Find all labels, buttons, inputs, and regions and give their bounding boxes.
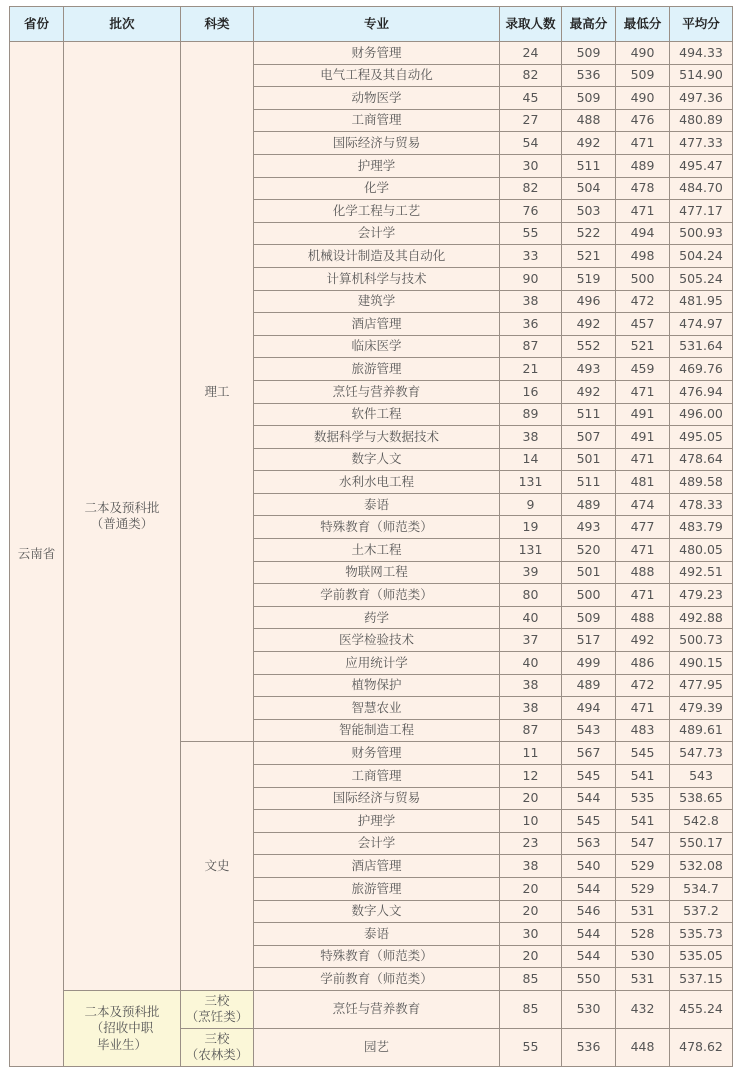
avg-score-cell: 478.33 xyxy=(670,493,733,516)
max-score-cell: 494 xyxy=(562,697,616,720)
avg-score-cell: 514.90 xyxy=(670,64,733,87)
max-score-cell: 503 xyxy=(562,200,616,223)
max-score-cell: 550 xyxy=(562,968,616,991)
min-score-cell: 488 xyxy=(616,561,670,584)
count-cell: 21 xyxy=(500,358,562,381)
avg-score-cell: 483.79 xyxy=(670,516,733,539)
count-cell: 38 xyxy=(500,855,562,878)
min-score-cell: 471 xyxy=(616,132,670,155)
major-cell: 动物医学 xyxy=(254,87,500,110)
max-score-cell: 504 xyxy=(562,177,616,200)
max-score-cell: 536 xyxy=(562,1028,616,1066)
max-score-cell: 511 xyxy=(562,154,616,177)
major-cell: 医学检验技术 xyxy=(254,629,500,652)
avg-score-cell: 537.15 xyxy=(670,968,733,991)
avg-score-cell: 500.73 xyxy=(670,629,733,652)
max-score-cell: 563 xyxy=(562,832,616,855)
avg-score-cell: 489.61 xyxy=(670,719,733,742)
header-max: 最高分 xyxy=(562,7,616,42)
avg-score-cell: 496.00 xyxy=(670,403,733,426)
min-score-cell: 457 xyxy=(616,313,670,336)
major-cell: 特殊教育（师范类） xyxy=(254,945,500,968)
max-score-cell: 522 xyxy=(562,222,616,245)
max-score-cell: 493 xyxy=(562,358,616,381)
major-cell: 酒店管理 xyxy=(254,313,500,336)
min-score-cell: 492 xyxy=(616,629,670,652)
count-cell: 16 xyxy=(500,380,562,403)
batch-cell-general: 二本及预科批 （普通类） xyxy=(64,42,181,991)
min-score-cell: 472 xyxy=(616,674,670,697)
count-cell: 55 xyxy=(500,1028,562,1066)
min-score-cell: 476 xyxy=(616,109,670,132)
min-score-cell: 529 xyxy=(616,877,670,900)
major-cell: 旅游管理 xyxy=(254,358,500,381)
count-cell: 37 xyxy=(500,629,562,652)
min-score-cell: 509 xyxy=(616,64,670,87)
max-score-cell: 501 xyxy=(562,448,616,471)
major-cell: 泰语 xyxy=(254,493,500,516)
avg-score-cell: 543 xyxy=(670,765,733,788)
min-score-cell: 498 xyxy=(616,245,670,268)
major-cell: 会计学 xyxy=(254,832,500,855)
min-score-cell: 491 xyxy=(616,426,670,449)
count-cell: 38 xyxy=(500,426,562,449)
major-cell: 建筑学 xyxy=(254,290,500,313)
count-cell: 20 xyxy=(500,877,562,900)
max-score-cell: 520 xyxy=(562,539,616,562)
count-cell: 45 xyxy=(500,87,562,110)
avg-score-cell: 477.33 xyxy=(670,132,733,155)
avg-score-cell: 484.70 xyxy=(670,177,733,200)
batch-cell-vocational: 二本及预科批 （招收中职 毕业生） xyxy=(64,990,181,1066)
major-cell: 临床医学 xyxy=(254,335,500,358)
count-cell: 131 xyxy=(500,539,562,562)
count-cell: 20 xyxy=(500,945,562,968)
major-cell: 智慧农业 xyxy=(254,697,500,720)
count-cell: 36 xyxy=(500,313,562,336)
count-cell: 82 xyxy=(500,177,562,200)
category-cell-vocational: 三校 （农林类） xyxy=(181,1028,254,1066)
avg-score-cell: 474.97 xyxy=(670,313,733,336)
count-cell: 24 xyxy=(500,42,562,65)
avg-score-cell: 542.8 xyxy=(670,810,733,833)
major-cell: 应用统计学 xyxy=(254,652,500,675)
min-score-cell: 478 xyxy=(616,177,670,200)
count-cell: 90 xyxy=(500,267,562,290)
max-score-cell: 552 xyxy=(562,335,616,358)
header-province: 省份 xyxy=(10,7,64,42)
avg-score-cell: 547.73 xyxy=(670,742,733,765)
min-score-cell: 477 xyxy=(616,516,670,539)
min-score-cell: 472 xyxy=(616,290,670,313)
avg-score-cell: 494.33 xyxy=(670,42,733,65)
max-score-cell: 530 xyxy=(562,990,616,1028)
max-score-cell: 493 xyxy=(562,516,616,539)
admission-score-table xyxy=(9,6,733,1067)
count-cell: 54 xyxy=(500,132,562,155)
major-cell: 学前教育（师范类） xyxy=(254,584,500,607)
major-cell: 财务管理 xyxy=(254,742,500,765)
avg-score-cell: 490.15 xyxy=(670,652,733,675)
max-score-cell: 489 xyxy=(562,493,616,516)
min-score-cell: 488 xyxy=(616,606,670,629)
min-score-cell: 547 xyxy=(616,832,670,855)
major-cell: 泰语 xyxy=(254,923,500,946)
max-score-cell: 536 xyxy=(562,64,616,87)
min-score-cell: 471 xyxy=(616,200,670,223)
max-score-cell: 521 xyxy=(562,245,616,268)
major-cell: 工商管理 xyxy=(254,765,500,788)
min-score-cell: 545 xyxy=(616,742,670,765)
avg-score-cell: 500.93 xyxy=(670,222,733,245)
major-cell: 国际经济与贸易 xyxy=(254,132,500,155)
count-cell: 38 xyxy=(500,290,562,313)
count-cell: 55 xyxy=(500,222,562,245)
major-cell: 护理学 xyxy=(254,154,500,177)
major-cell: 数字人文 xyxy=(254,900,500,923)
max-score-cell: 492 xyxy=(562,380,616,403)
avg-score-cell: 535.05 xyxy=(670,945,733,968)
avg-score-cell: 538.65 xyxy=(670,787,733,810)
major-cell: 会计学 xyxy=(254,222,500,245)
count-cell: 80 xyxy=(500,584,562,607)
header-major: 专业 xyxy=(254,7,500,42)
major-cell: 计算机科学与技术 xyxy=(254,267,500,290)
count-cell: 38 xyxy=(500,674,562,697)
count-cell: 20 xyxy=(500,900,562,923)
major-cell: 工商管理 xyxy=(254,109,500,132)
header-min: 最低分 xyxy=(616,7,670,42)
avg-score-cell: 537.2 xyxy=(670,900,733,923)
category-cell-vocational: 三校 （烹饪类） xyxy=(181,990,254,1028)
max-score-cell: 544 xyxy=(562,923,616,946)
major-cell: 旅游管理 xyxy=(254,877,500,900)
count-cell: 87 xyxy=(500,719,562,742)
max-score-cell: 509 xyxy=(562,87,616,110)
count-cell: 9 xyxy=(500,493,562,516)
min-score-cell: 486 xyxy=(616,652,670,675)
count-cell: 76 xyxy=(500,200,562,223)
avg-score-cell: 478.64 xyxy=(670,448,733,471)
avg-score-cell: 479.39 xyxy=(670,697,733,720)
major-cell: 烹饪与营养教育 xyxy=(254,380,500,403)
category-cell-arts: 文史 xyxy=(181,742,254,991)
max-score-cell: 540 xyxy=(562,855,616,878)
max-score-cell: 544 xyxy=(562,945,616,968)
major-cell: 酒店管理 xyxy=(254,855,500,878)
min-score-cell: 494 xyxy=(616,222,670,245)
max-score-cell: 545 xyxy=(562,810,616,833)
major-cell: 学前教育（师范类） xyxy=(254,968,500,991)
major-cell: 土木工程 xyxy=(254,539,500,562)
max-score-cell: 488 xyxy=(562,109,616,132)
min-score-cell: 531 xyxy=(616,968,670,991)
max-score-cell: 519 xyxy=(562,267,616,290)
max-score-cell: 501 xyxy=(562,561,616,584)
min-score-cell: 432 xyxy=(616,990,670,1028)
max-score-cell: 499 xyxy=(562,652,616,675)
major-cell: 护理学 xyxy=(254,810,500,833)
header-row xyxy=(10,7,733,42)
min-score-cell: 483 xyxy=(616,719,670,742)
count-cell: 14 xyxy=(500,448,562,471)
header-batch: 批次 xyxy=(64,7,181,42)
avg-score-cell: 476.94 xyxy=(670,380,733,403)
min-score-cell: 530 xyxy=(616,945,670,968)
major-cell: 数据科学与大数据技术 xyxy=(254,426,500,449)
max-score-cell: 546 xyxy=(562,900,616,923)
avg-score-cell: 480.05 xyxy=(670,539,733,562)
count-cell: 85 xyxy=(500,990,562,1028)
max-score-cell: 489 xyxy=(562,674,616,697)
major-cell: 电气工程及其自动化 xyxy=(254,64,500,87)
avg-score-cell: 478.62 xyxy=(670,1028,733,1066)
avg-score-cell: 492.88 xyxy=(670,606,733,629)
max-score-cell: 500 xyxy=(562,584,616,607)
count-cell: 40 xyxy=(500,606,562,629)
min-score-cell: 541 xyxy=(616,765,670,788)
count-cell: 33 xyxy=(500,245,562,268)
count-cell: 39 xyxy=(500,561,562,584)
count-cell: 89 xyxy=(500,403,562,426)
max-score-cell: 511 xyxy=(562,471,616,494)
major-cell: 水利水电工程 xyxy=(254,471,500,494)
avg-score-cell: 535.73 xyxy=(670,923,733,946)
province-cell: 云南省 xyxy=(10,42,64,1067)
count-cell: 11 xyxy=(500,742,562,765)
table-row xyxy=(10,42,733,65)
min-score-cell: 471 xyxy=(616,539,670,562)
avg-score-cell: 481.95 xyxy=(670,290,733,313)
major-cell: 园艺 xyxy=(254,1028,500,1066)
avg-score-cell: 531.64 xyxy=(670,335,733,358)
major-cell: 软件工程 xyxy=(254,403,500,426)
avg-score-cell: 495.47 xyxy=(670,154,733,177)
min-score-cell: 541 xyxy=(616,810,670,833)
count-cell: 85 xyxy=(500,968,562,991)
major-cell: 烹饪与营养教育 xyxy=(254,990,500,1028)
major-cell: 机械设计制造及其自动化 xyxy=(254,245,500,268)
avg-score-cell: 550.17 xyxy=(670,832,733,855)
header-count: 录取人数 xyxy=(500,7,562,42)
max-score-cell: 517 xyxy=(562,629,616,652)
avg-score-cell: 469.76 xyxy=(670,358,733,381)
max-score-cell: 509 xyxy=(562,42,616,65)
major-cell: 财务管理 xyxy=(254,42,500,65)
major-cell: 数字人文 xyxy=(254,448,500,471)
max-score-cell: 492 xyxy=(562,132,616,155)
min-score-cell: 471 xyxy=(616,697,670,720)
major-cell: 化学工程与工艺 xyxy=(254,200,500,223)
max-score-cell: 544 xyxy=(562,787,616,810)
count-cell: 23 xyxy=(500,832,562,855)
avg-score-cell: 495.05 xyxy=(670,426,733,449)
min-score-cell: 471 xyxy=(616,380,670,403)
major-cell: 智能制造工程 xyxy=(254,719,500,742)
major-cell: 药学 xyxy=(254,606,500,629)
min-score-cell: 459 xyxy=(616,358,670,381)
max-score-cell: 496 xyxy=(562,290,616,313)
header-avg: 平均分 xyxy=(670,7,733,42)
min-score-cell: 500 xyxy=(616,267,670,290)
count-cell: 12 xyxy=(500,765,562,788)
count-cell: 30 xyxy=(500,923,562,946)
count-cell: 30 xyxy=(500,154,562,177)
max-score-cell: 543 xyxy=(562,719,616,742)
count-cell: 27 xyxy=(500,109,562,132)
count-cell: 10 xyxy=(500,810,562,833)
category-cell-science: 理工 xyxy=(181,42,254,742)
avg-score-cell: 489.58 xyxy=(670,471,733,494)
avg-score-cell: 479.23 xyxy=(670,584,733,607)
max-score-cell: 507 xyxy=(562,426,616,449)
count-cell: 87 xyxy=(500,335,562,358)
min-score-cell: 531 xyxy=(616,900,670,923)
min-score-cell: 529 xyxy=(616,855,670,878)
major-cell: 化学 xyxy=(254,177,500,200)
count-cell: 131 xyxy=(500,471,562,494)
max-score-cell: 492 xyxy=(562,313,616,336)
admission-table-wrapper xyxy=(9,6,733,1067)
min-score-cell: 448 xyxy=(616,1028,670,1066)
avg-score-cell: 480.89 xyxy=(670,109,733,132)
min-score-cell: 471 xyxy=(616,448,670,471)
major-cell: 国际经济与贸易 xyxy=(254,787,500,810)
avg-score-cell: 532.08 xyxy=(670,855,733,878)
max-score-cell: 544 xyxy=(562,877,616,900)
min-score-cell: 481 xyxy=(616,471,670,494)
avg-score-cell: 505.24 xyxy=(670,267,733,290)
avg-score-cell: 492.51 xyxy=(670,561,733,584)
count-cell: 20 xyxy=(500,787,562,810)
min-score-cell: 521 xyxy=(616,335,670,358)
table-row xyxy=(10,990,733,1028)
count-cell: 38 xyxy=(500,697,562,720)
avg-score-cell: 497.36 xyxy=(670,87,733,110)
min-score-cell: 490 xyxy=(616,42,670,65)
max-score-cell: 509 xyxy=(562,606,616,629)
max-score-cell: 567 xyxy=(562,742,616,765)
major-cell: 特殊教育（师范类） xyxy=(254,516,500,539)
count-cell: 82 xyxy=(500,64,562,87)
min-score-cell: 491 xyxy=(616,403,670,426)
avg-score-cell: 455.24 xyxy=(670,990,733,1028)
max-score-cell: 545 xyxy=(562,765,616,788)
min-score-cell: 490 xyxy=(616,87,670,110)
avg-score-cell: 534.7 xyxy=(670,877,733,900)
max-score-cell: 511 xyxy=(562,403,616,426)
header-category: 科类 xyxy=(181,7,254,42)
avg-score-cell: 504.24 xyxy=(670,245,733,268)
min-score-cell: 474 xyxy=(616,493,670,516)
avg-score-cell: 477.95 xyxy=(670,674,733,697)
min-score-cell: 535 xyxy=(616,787,670,810)
min-score-cell: 489 xyxy=(616,154,670,177)
major-cell: 物联网工程 xyxy=(254,561,500,584)
min-score-cell: 471 xyxy=(616,584,670,607)
count-cell: 19 xyxy=(500,516,562,539)
count-cell: 40 xyxy=(500,652,562,675)
min-score-cell: 528 xyxy=(616,923,670,946)
major-cell: 植物保护 xyxy=(254,674,500,697)
avg-score-cell: 477.17 xyxy=(670,200,733,223)
